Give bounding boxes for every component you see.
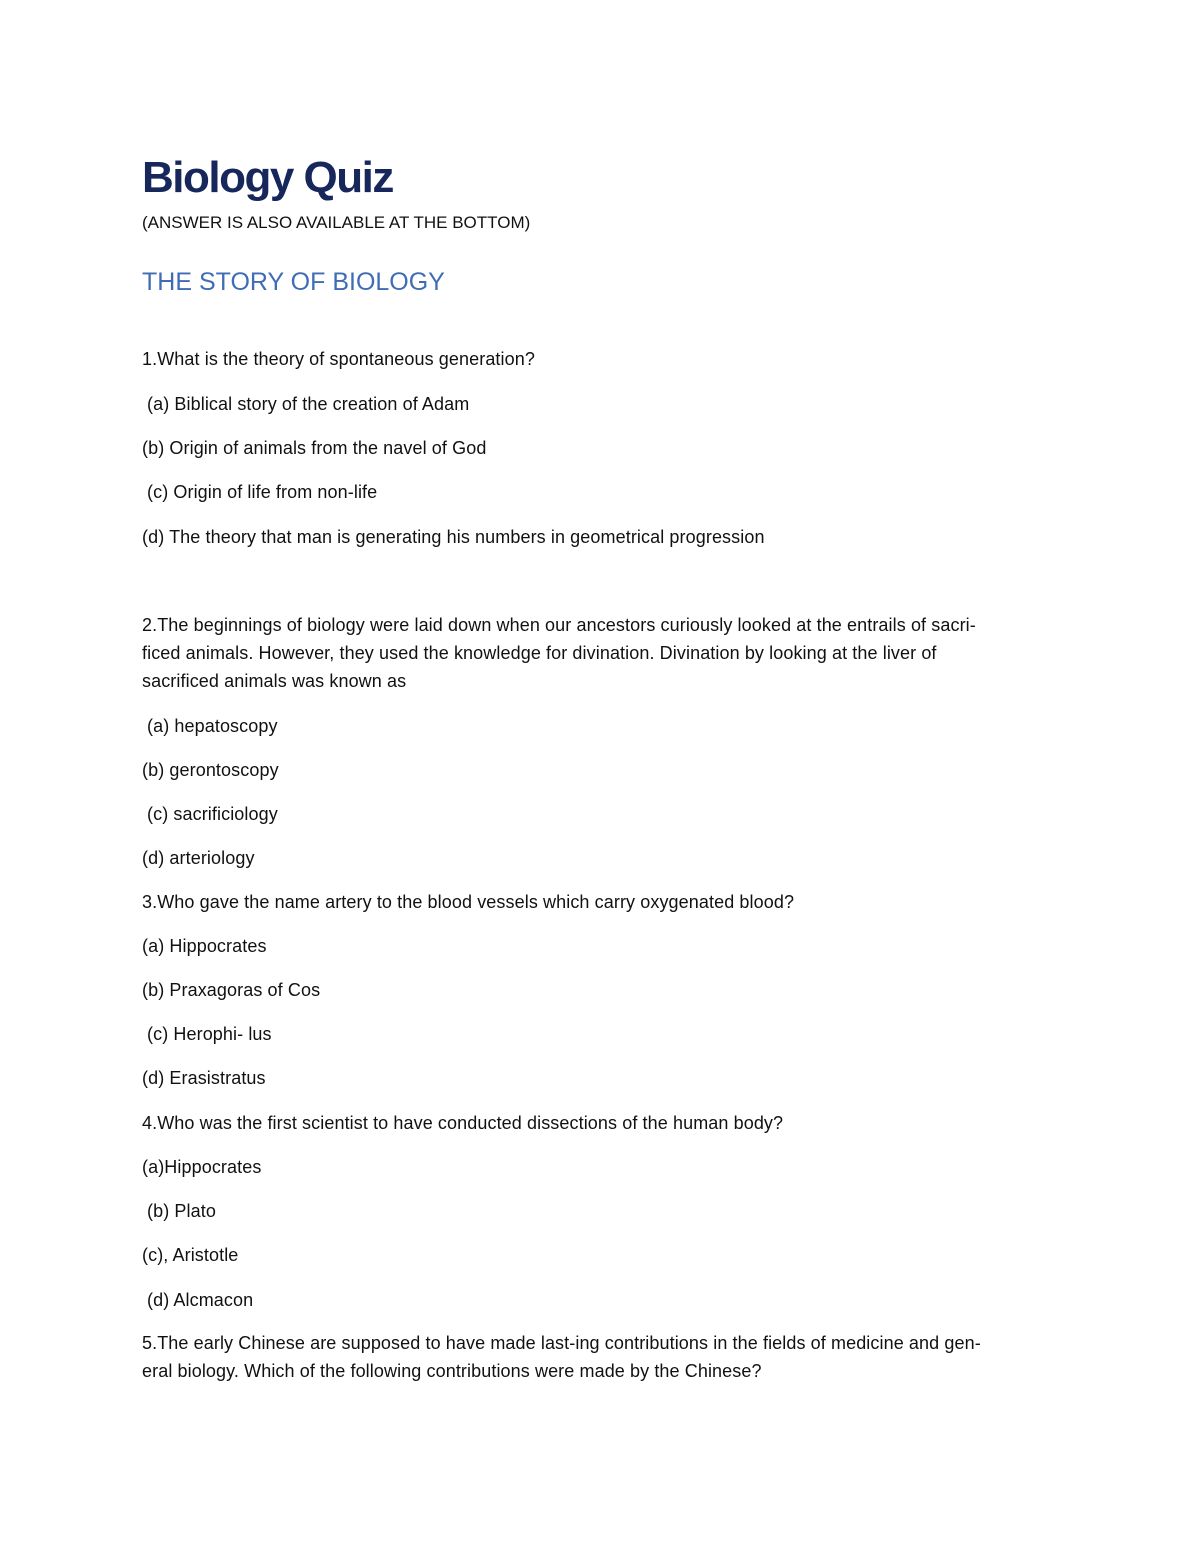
question-1-option-a: (a) Biblical story of the creation of Adam [147,394,470,414]
question-2-option-d: (d) arteriology [142,848,255,868]
question-2-option-c: (c) sacrificiology [147,804,278,824]
question-5-text-line-2: eral biology. Which of the following contributions were made by the Chinese? [142,1361,762,1381]
question-2-text-line-2: ficed animals. However, they used the knowledge for divination. Divination by looking at the liver of [142,643,937,663]
question-3-option-a: (a) Hippocrates [142,936,267,956]
question-4-option-d: (d) Alcmacon [147,1290,254,1310]
document-title: Biology Quiz [142,153,393,202]
question-3-option-b: (b) Praxagoras of Cos [142,980,321,1000]
section-heading: THE STORY OF BIOLOGY [142,268,445,296]
question-1-option-b: (b) Origin of animals from the navel of God [142,438,487,458]
question-2-text-line-3: sacrificed animals was known as [142,671,407,691]
question-3-option-d: (d) Erasistratus [142,1068,266,1088]
document-subtitle: (ANSWER IS ALSO AVAILABLE AT THE BOTTOM) [142,213,531,232]
question-5-text-line-1: 5.The early Chinese are supposed to have made last-ing contributions in the fields of medicine and gen- [142,1333,981,1353]
question-3-text: 3.Who gave the name artery to the blood vessels which carry oxygenated blood? [142,892,795,912]
question-2-text-line-1: 2.The beginnings of biology were laid down when our ancestors curiously looked at the entrails of sacri- [142,615,976,635]
question-4-option-a: (a)Hippocrates [142,1157,262,1177]
question-4-option-c: (c), Aristotle [142,1245,239,1265]
question-4-text: 4.Who was the first scientist to have conducted dissections of the human body? [142,1113,784,1133]
question-3-option-c: (c) Herophi- lus [147,1024,272,1044]
question-2-option-a: (a) hepatoscopy [147,716,278,736]
question-4-option-b: (b) Plato [147,1201,216,1221]
question-1-option-d: (d) The theory that man is generating his numbers in geometrical progression [142,527,765,547]
question-2-option-b: (b) gerontoscopy [142,760,279,780]
question-1-text: 1.What is the theory of spontaneous generation? [142,349,535,369]
question-1-option-c: (c) Origin of life from non-life [147,482,378,502]
